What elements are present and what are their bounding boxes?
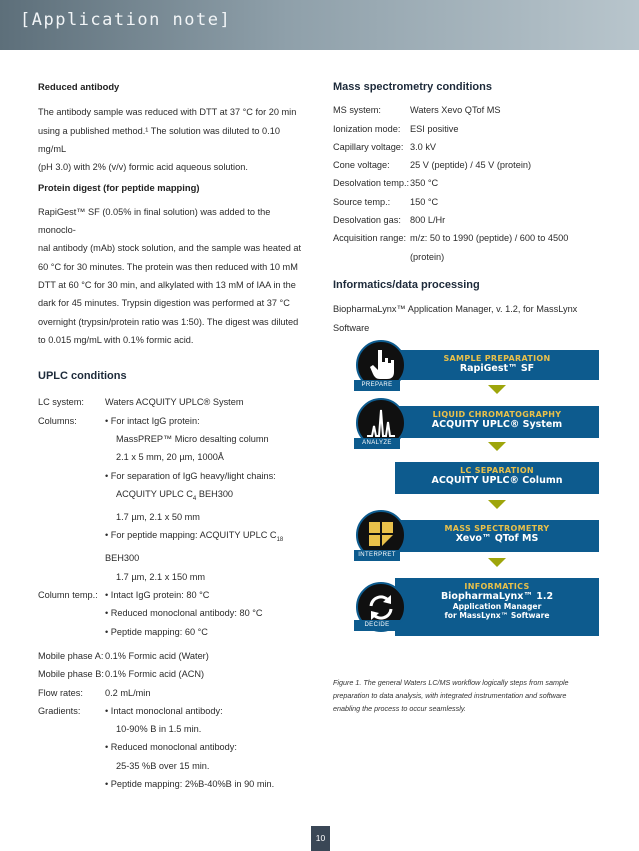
decide-tag: DECIDE (354, 620, 400, 631)
flow-arrow (488, 500, 506, 509)
flow-arrow (488, 558, 506, 567)
lc-title: LIQUID CHROMATOGRAPHY (432, 410, 562, 419)
gradients-value: • Intact monoclonal antibody: (105, 705, 223, 716)
flow-arrow (488, 385, 506, 394)
gradients-value: 25-35 %B over 15 min. (116, 760, 210, 771)
columns-value: 1.7 µm, 2.1 x 150 mm (116, 571, 206, 582)
flow-rate-row (38, 684, 310, 702)
columns-value: 2.1 x 5 mm, 20 µm, 1000Å (116, 452, 224, 463)
mobile-phase-b-label: Mobile phase B: (38, 669, 104, 680)
ms-product: Xevo™ QTof MS (455, 533, 539, 544)
mobile-phase-a-label: Mobile phase A: (38, 650, 104, 661)
informatics-line: BiopharmaLynx™ Application Manager, v. 1.2, for MassLynx (333, 304, 578, 315)
ms-box (395, 520, 599, 552)
reduced-line: using a published method.¹ The solution was diluted to 0.10 mg/mL (38, 125, 280, 154)
ms-row: Acquisition range: m/z: 50 to 1990 (peptide) / 600 to 4500 (333, 233, 569, 244)
ms-row: Cone voltage: 25 V (peptide) / 45 V (protein) (333, 160, 532, 171)
analyze-tag: ANALYZE (354, 438, 400, 449)
ms-row: Ionization mode: ESI positive (333, 123, 459, 134)
mobile-phase-b-value: 0.1% Formic acid (ACN) (105, 669, 205, 680)
columns-label: Columns: (38, 415, 77, 426)
gradients-value: 10-90% B in 1.5 min. (116, 724, 202, 735)
sample-prep-box (395, 350, 599, 380)
informatics-title: INFORMATICS (464, 582, 530, 591)
columns-value: 1.7 µm, 2.1 x 50 mm (116, 512, 200, 523)
informatics-line: Software (333, 322, 370, 333)
informatics-sub: Application Manager (452, 602, 542, 611)
column-temp-row (38, 586, 310, 604)
informatics-sub: for MassLynx™ Software (444, 611, 550, 620)
right-column (333, 78, 605, 337)
flow-rate-value: 0.2 mL/min (105, 687, 151, 698)
sample-prep-product: RapiGest™ SF (459, 363, 535, 374)
ms-title: MASS SPECTROMETRY (444, 524, 550, 533)
mobile-phase-a-value: 0.1% Formic acid (Water) (105, 650, 209, 661)
ms-row: Desolvation gas: 800 L/Hr (333, 215, 446, 226)
ms-row: Desolvation temp.: 350 °C (333, 178, 439, 189)
caption-line: Figure 1. The general Waters LC/MS workflow logically steps from sample (333, 678, 569, 687)
columns-row (38, 412, 310, 430)
workflow-figure (350, 340, 600, 640)
flow-rate-label: Flow rates: (38, 687, 83, 698)
header-banner (0, 0, 639, 50)
gradients-label: Gradients: (38, 705, 81, 716)
columns-value: MassPREP™ Micro desalting column (116, 434, 269, 445)
digest-line: RapiGest™ SF (0.05% in final solution) was added to the monoclo- (38, 206, 271, 236)
caption-line: enabling the process to occur seamlessly. (333, 704, 466, 713)
left-column (38, 78, 310, 793)
caption-line: preparation to data analysis, with integrated instrumentation and software (333, 691, 567, 700)
digest-line: nal antibody (mAb) stock solution, and the sample was heated at (38, 243, 302, 254)
digest-line: to 0.015 mg/mL with 0.1% formic acid. (38, 334, 194, 345)
gradients-value: • Peptide mapping: 2%B-40%B in 90 min. (105, 779, 275, 790)
ms-row: Capillary voltage: 3.0 kV (333, 141, 437, 152)
lc-separation-title: LC SEPARATION (460, 466, 534, 475)
informatics-product: BiopharmaLynx™ 1.2 (440, 591, 554, 602)
lc-product: ACQUITY UPLC® System (431, 419, 563, 430)
lc-box (395, 406, 599, 438)
reduced-line: The antibody sample was reduced with DTT at 37 °C for 20 min (38, 107, 297, 118)
sample-prep-title: SAMPLE PREPARATION (443, 354, 551, 363)
lc-system-row (38, 393, 310, 411)
column-temp-value: • Intact IgG protein: 80 °C (105, 590, 210, 601)
column-temp-label: Column temp.: (38, 590, 98, 601)
ms-row: (protein) (410, 251, 445, 262)
mobile-phase-a-row (38, 647, 310, 665)
columns-value: ACQUITY UPLC $C_4$ BEH300 (116, 488, 234, 502)
prepare-tag: PREPARE (354, 380, 400, 391)
columns-value: • For separation of IgG heavy/light chains: (105, 470, 276, 481)
lc-separation-product: ACQUITY UPLC® Column (431, 475, 563, 486)
informatics-box (395, 578, 599, 636)
flow-arrow (488, 442, 506, 451)
gradients-row (38, 702, 310, 720)
mobile-phase-b-row (38, 665, 310, 683)
uplc-conditions-heading: UPLC conditions (38, 370, 127, 383)
columns-value: • For intact IgG protein: (105, 415, 200, 426)
ms-conditions-heading: Mass spectrometry conditions (333, 81, 492, 93)
lc-system-label: LC system: (38, 397, 84, 408)
digest-line: DTT at 60 °C for 30 min, and alkylated with 13 mM of IAA in the (38, 279, 296, 290)
columns-value: • For peptide mapping: ACQUITY UPLC $C_{18}$ BEH300 (105, 530, 284, 564)
figure-caption (333, 676, 603, 715)
reduced-line: (pH 3.0) with 2% (v/v) formic acid aqueous solution. (38, 162, 248, 173)
column-temp-value: • Reduced monoclonal antibody: 80 °C (105, 608, 263, 619)
ms-row: Source temp.: 150 °C (333, 196, 439, 207)
page-number: 10 (311, 826, 330, 851)
lc-separation-box (395, 462, 599, 494)
protein-digest-heading: Protein digest (for peptide mapping) (38, 182, 200, 194)
digest-line: overnight (trypsin/protein ratio was 1:50). The digest was diluted (38, 316, 299, 327)
lc-system-value: Waters ACQUITY UPLC® System (105, 397, 244, 408)
interpret-tag: INTERPRET (354, 550, 400, 561)
column-temp-value: • Peptide mapping: 60 °C (105, 626, 208, 637)
gradients-value: • Reduced monoclonal antibody: (105, 742, 237, 753)
ms-row: MS system: Waters Xevo QTof MS (333, 105, 501, 116)
header-title: [Application note] (20, 10, 232, 30)
digest-line: 60 °C for 30 minutes. The protein was then reduced with 10 mM (38, 261, 298, 272)
informatics-heading: Informatics/data processing (333, 278, 480, 291)
digest-line: dark for 45 minutes. Trypsin digestion was performed at 37 °C (38, 298, 290, 309)
reduced-antibody-heading: Reduced antibody (38, 81, 120, 92)
